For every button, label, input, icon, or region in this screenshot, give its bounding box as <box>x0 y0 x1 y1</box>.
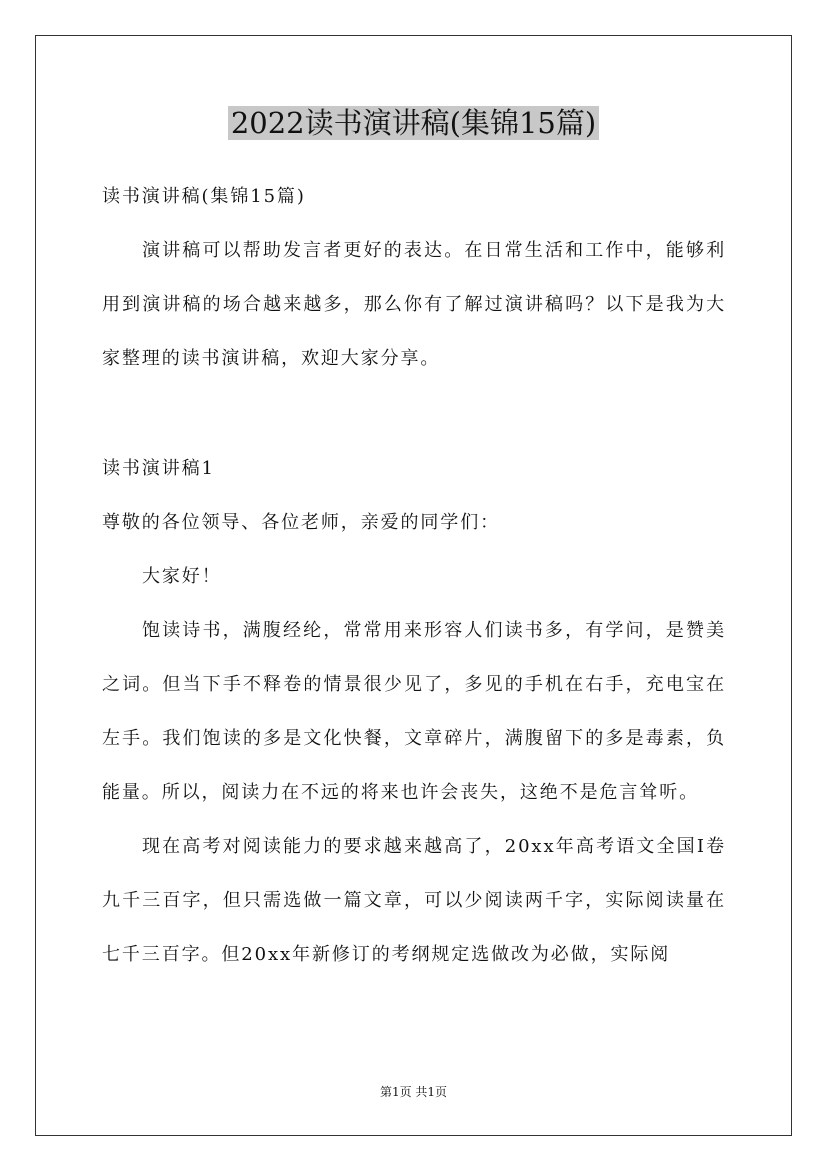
document-title <box>0 103 827 143</box>
greeting: 大家好！ <box>142 566 222 587</box>
subtitle: 读书演讲稿(集锦15篇) <box>102 186 306 207</box>
document-body <box>102 170 726 982</box>
section-heading: 读书演讲稿1 <box>102 458 215 479</box>
salutation: 尊敬的各位领导、各位老师，亲爱的同学们： <box>102 512 500 533</box>
page-footer: 第1页 共1页 <box>379 1085 448 1099</box>
body-paragraph-2: 现在高考对阅读能力的要求越来越高了，20xx年高考语文全国Ⅰ卷九千三百字，但只需选做一篇文章，可以少阅读两千字，实际阅读量在七千三百字。但20xx年新修订的考纲规定选做改为必做，实际阅 <box>102 836 726 965</box>
intro-paragraph: 演讲稿可以帮助发言者更好的表达。在日常生活和工作中，能够利用到演讲稿的场合越来越多，那么你有了解过演讲稿吗？以下是我为大家整理的读书演讲稿，欢迎大家分享。 <box>102 240 726 369</box>
document-title-text: 2022读书演讲稿(集锦15篇) <box>228 106 599 140</box>
body-paragraph-1: 饱读诗书，满腹经纶，常常用来形容人们读书多，有学问，是赞美之词。但当下手不释卷的情景很少见了，多见的手机在右手，充电宝在左手。我们饱读的多是文化快餐，文章碎片，满腹留下的多是毒素，负能量。所以，阅读力在不远的将来也许会丧失，这绝不是危言耸听。 <box>102 620 726 803</box>
